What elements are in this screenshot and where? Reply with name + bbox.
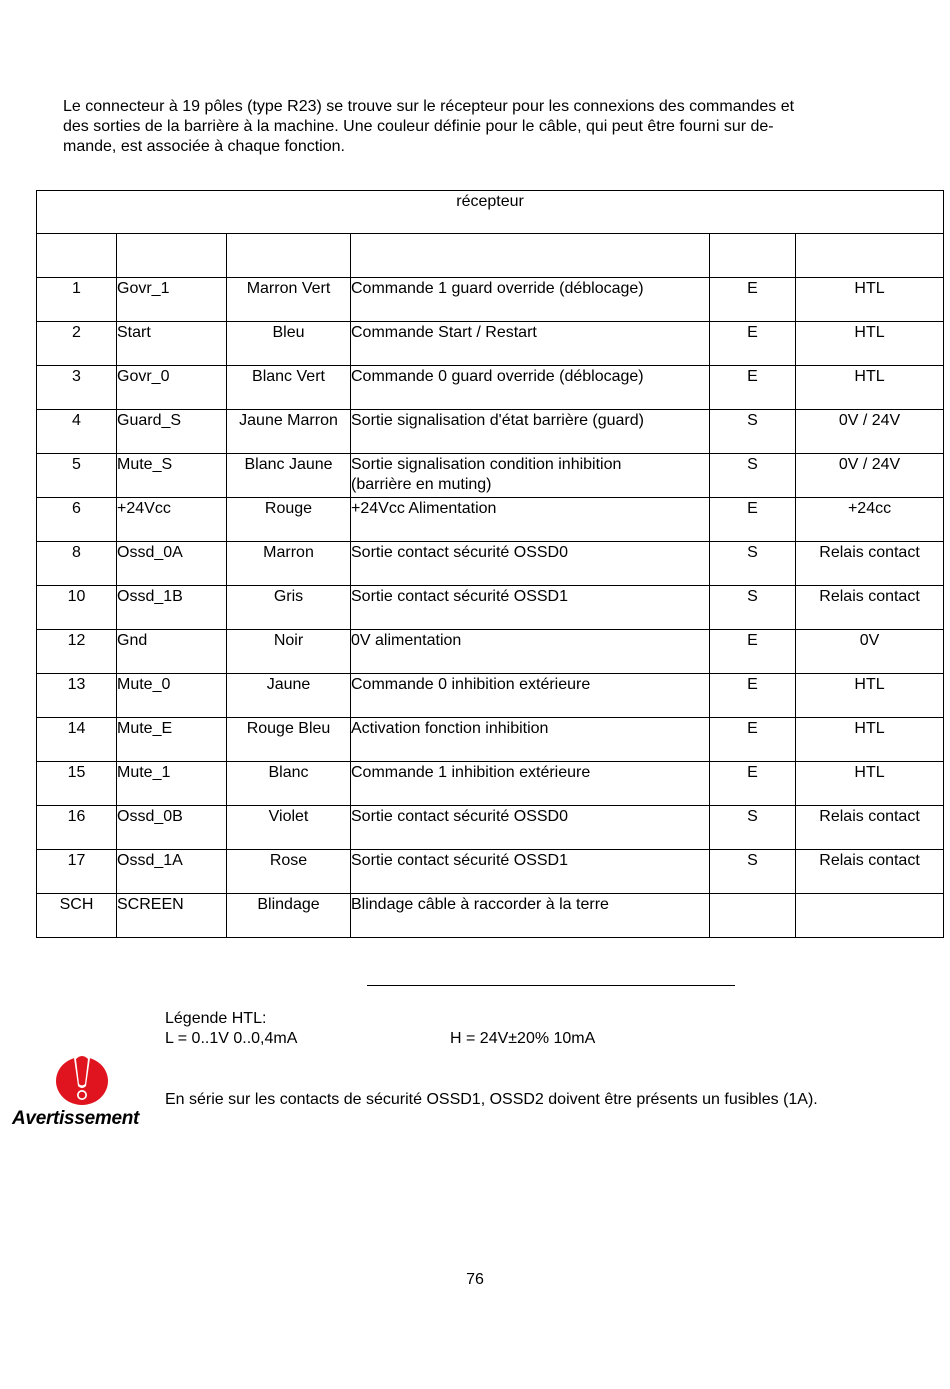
pin-cell: 6 bbox=[37, 498, 117, 542]
description-cell: Commande 0 inhibition extérieure bbox=[351, 674, 710, 718]
description-cell: Commande 1 guard override (déblocage) bbox=[351, 278, 710, 322]
pin-cell: SCH bbox=[37, 894, 117, 938]
wire-color-cell: Marron Vert bbox=[227, 278, 351, 322]
pin-cell: 10 bbox=[37, 586, 117, 630]
pin-cell: 3 bbox=[37, 366, 117, 410]
wire-color-cell: Blanc Jaune bbox=[227, 454, 351, 498]
separator-line bbox=[367, 985, 735, 986]
description-line: Sortie signalisation condition inhibition bbox=[351, 456, 622, 473]
description-cell: Sortie contact sécurité OSSD0 bbox=[351, 806, 710, 850]
header-cell bbox=[37, 234, 117, 278]
legend-low-level: L = 0..1V 0..0,4mA bbox=[165, 1030, 298, 1047]
connector-pinout-table bbox=[36, 190, 944, 938]
signal-name-cell: SCREEN bbox=[117, 894, 227, 938]
direction-cell: S bbox=[710, 806, 796, 850]
signal-name-cell: Guard_S bbox=[117, 410, 227, 454]
table-title: récepteur bbox=[37, 191, 944, 234]
description-cell: 0V alimentation bbox=[351, 630, 710, 674]
description-cell: Activation fonction inhibition bbox=[351, 718, 710, 762]
signal-name-cell: Start bbox=[117, 322, 227, 366]
wire-color-cell: Jaune Marron bbox=[227, 410, 351, 454]
signal-type-cell: HTL bbox=[796, 366, 944, 410]
header-cell bbox=[796, 234, 944, 278]
table-row bbox=[37, 410, 944, 454]
pin-cell: 13 bbox=[37, 674, 117, 718]
wire-color-cell: Rouge Bleu bbox=[227, 718, 351, 762]
signal-type-cell: 0V / 24V bbox=[796, 410, 944, 454]
signal-type-cell bbox=[796, 894, 944, 938]
description-line: (barrière en muting) bbox=[351, 476, 492, 493]
wire-color-cell: Marron bbox=[227, 542, 351, 586]
signal-type-cell: HTL bbox=[796, 322, 944, 366]
direction-cell: E bbox=[710, 366, 796, 410]
table-row bbox=[37, 762, 944, 806]
wire-color-cell: Noir bbox=[227, 630, 351, 674]
wire-color-cell: Violet bbox=[227, 806, 351, 850]
wire-color-cell: Blanc bbox=[227, 762, 351, 806]
direction-cell: E bbox=[710, 630, 796, 674]
description-cell bbox=[351, 454, 710, 498]
signal-type-cell: HTL bbox=[796, 674, 944, 718]
signal-type-cell: HTL bbox=[796, 278, 944, 322]
table-title-row bbox=[37, 191, 944, 234]
direction-cell: S bbox=[710, 410, 796, 454]
pin-cell: 4 bbox=[37, 410, 117, 454]
page-number: 76 bbox=[466, 1271, 484, 1288]
table-header-row bbox=[37, 234, 944, 278]
direction-cell: E bbox=[710, 278, 796, 322]
header-cell bbox=[117, 234, 227, 278]
warning-text: En série sur les contacts de sécurité OSSD1, OSSD2 doivent être présents un fusibles (1A). bbox=[165, 1091, 818, 1108]
description-cell: +24Vcc Alimentation bbox=[351, 498, 710, 542]
signal-type-cell: +24cc bbox=[796, 498, 944, 542]
intro-line-1: Le connecteur à 19 pôles (type R23) se trouve sur le récepteur pour les connexions des commandes et bbox=[63, 98, 795, 115]
wire-color-cell: Jaune bbox=[227, 674, 351, 718]
signal-name-cell: Ossd_1A bbox=[117, 850, 227, 894]
direction-cell: E bbox=[710, 718, 796, 762]
signal-name-cell: Ossd_0A bbox=[117, 542, 227, 586]
signal-type-cell: Relais contact bbox=[796, 850, 944, 894]
direction-cell: E bbox=[710, 674, 796, 718]
direction-cell: S bbox=[710, 454, 796, 498]
direction-cell: E bbox=[710, 322, 796, 366]
direction-cell bbox=[710, 894, 796, 938]
direction-cell: E bbox=[710, 762, 796, 806]
description-cell: Sortie contact sécurité OSSD1 bbox=[351, 586, 710, 630]
description-cell: Blindage câble à raccorder à la terre bbox=[351, 894, 710, 938]
pin-cell: 15 bbox=[37, 762, 117, 806]
wire-color-cell: Rouge bbox=[227, 498, 351, 542]
intro-line-3: mande, est associée à chaque fonction. bbox=[63, 138, 345, 155]
description-cell: Sortie contact sécurité OSSD1 bbox=[351, 850, 710, 894]
signal-type-cell: Relais contact bbox=[796, 586, 944, 630]
signal-type-cell: HTL bbox=[796, 762, 944, 806]
pin-cell: 14 bbox=[37, 718, 117, 762]
signal-name-cell: Mute_1 bbox=[117, 762, 227, 806]
signal-name-cell: Mute_E bbox=[117, 718, 227, 762]
pin-cell: 16 bbox=[37, 806, 117, 850]
table-row bbox=[37, 454, 944, 498]
table-row bbox=[37, 366, 944, 410]
direction-cell: E bbox=[710, 498, 796, 542]
table-row bbox=[37, 322, 944, 366]
wire-color-cell: Blanc Vert bbox=[227, 366, 351, 410]
description-cell: Commande Start / Restart bbox=[351, 322, 710, 366]
signal-name-cell: Ossd_1B bbox=[117, 586, 227, 630]
wire-color-cell: Gris bbox=[227, 586, 351, 630]
direction-cell: S bbox=[710, 542, 796, 586]
header-cell bbox=[227, 234, 351, 278]
table-row bbox=[37, 542, 944, 586]
pin-cell: 8 bbox=[37, 542, 117, 586]
header-cell bbox=[351, 234, 710, 278]
pin-cell: 12 bbox=[37, 630, 117, 674]
intro-paragraph bbox=[63, 97, 883, 157]
table-row bbox=[37, 630, 944, 674]
description-cell: Commande 1 inhibition extérieure bbox=[351, 762, 710, 806]
table-row bbox=[37, 894, 944, 938]
table-row bbox=[37, 586, 944, 630]
signal-name-cell: Govr_0 bbox=[117, 366, 227, 410]
warning-label: Avertissement bbox=[12, 1108, 140, 1129]
table-row bbox=[37, 674, 944, 718]
table-row bbox=[37, 850, 944, 894]
signal-name-cell: Mute_S bbox=[117, 454, 227, 498]
table-row bbox=[37, 278, 944, 322]
legend-title: Légende HTL: bbox=[165, 1010, 267, 1027]
signal-type-cell: Relais contact bbox=[796, 542, 944, 586]
warning-exclamation-icon bbox=[52, 1050, 112, 1108]
signal-name-cell: Ossd_0B bbox=[117, 806, 227, 850]
intro-line-2: des sorties de la barrière à la machine. Une couleur définie pour le câble, qui peut être fourni sur de- bbox=[63, 118, 774, 135]
signal-type-cell: Relais contact bbox=[796, 806, 944, 850]
legend-high-level: H = 24V±20% 10mA bbox=[450, 1030, 596, 1047]
wire-color-cell: Rose bbox=[227, 850, 351, 894]
signal-name-cell: +24Vcc bbox=[117, 498, 227, 542]
pin-cell: 5 bbox=[37, 454, 117, 498]
direction-cell: S bbox=[710, 850, 796, 894]
pin-cell: 2 bbox=[37, 322, 117, 366]
wire-color-cell: Bleu bbox=[227, 322, 351, 366]
signal-name-cell: Mute_0 bbox=[117, 674, 227, 718]
pin-cell: 17 bbox=[37, 850, 117, 894]
signal-name-cell: Gnd bbox=[117, 630, 227, 674]
signal-name-cell: Govr_1 bbox=[117, 278, 227, 322]
description-cell: Commande 0 guard override (déblocage) bbox=[351, 366, 710, 410]
wire-color-cell: Blindage bbox=[227, 894, 351, 938]
signal-type-cell: 0V bbox=[796, 630, 944, 674]
table-row bbox=[37, 498, 944, 542]
description-cell: Sortie contact sécurité OSSD0 bbox=[351, 542, 710, 586]
pin-cell: 1 bbox=[37, 278, 117, 322]
table-row bbox=[37, 718, 944, 762]
table-row bbox=[37, 806, 944, 850]
signal-type-cell: HTL bbox=[796, 718, 944, 762]
description-cell: Sortie signalisation d'état barrière (guard) bbox=[351, 410, 710, 454]
direction-cell: S bbox=[710, 586, 796, 630]
header-cell bbox=[710, 234, 796, 278]
signal-type-cell: 0V / 24V bbox=[796, 454, 944, 498]
